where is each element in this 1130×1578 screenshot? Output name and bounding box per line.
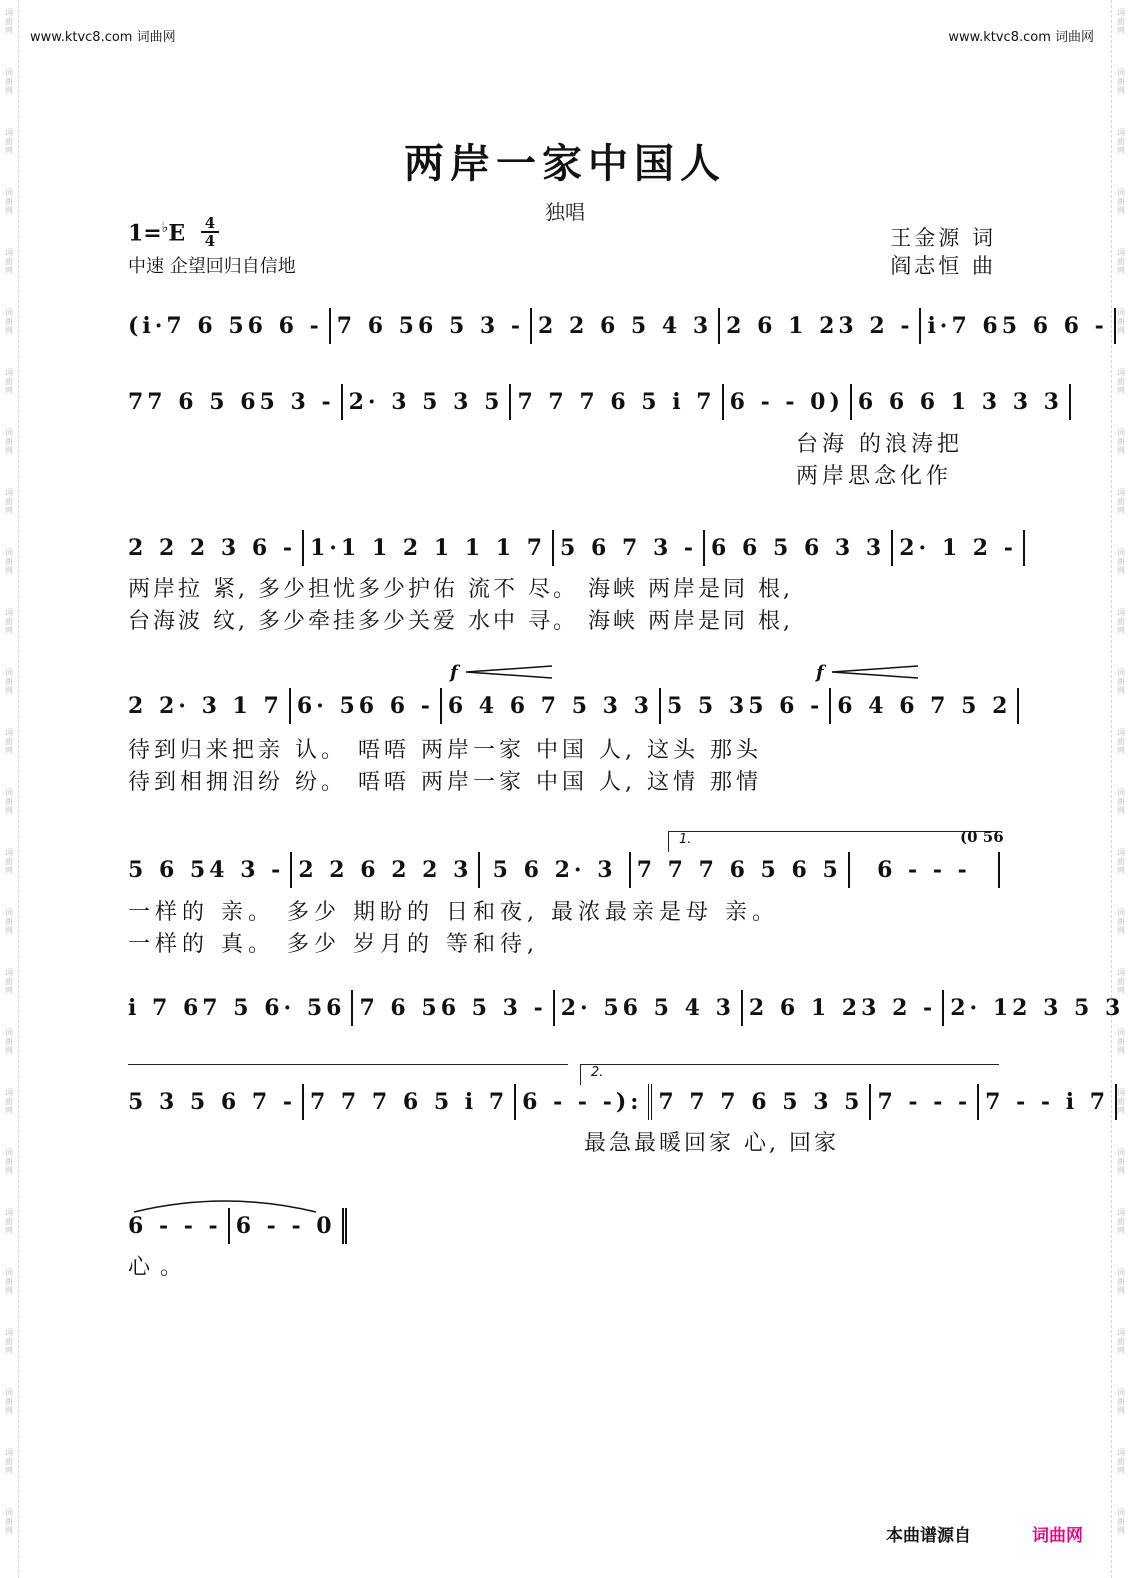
volta-line-1-continued: [128, 1064, 568, 1065]
margin-watermark-text: 词 曲 网: [1117, 1148, 1125, 1175]
site-url-right[interactable]: www.ktvc8.com 词曲网: [948, 30, 1094, 45]
margin-watermark-text: 词 曲 网: [5, 1208, 13, 1235]
left-margin-watermark: [0, 0, 19, 1578]
measure: 7 6 56 5 3 -: [353, 990, 554, 1026]
measure: 7 6 56 5 3 -: [331, 308, 532, 344]
lyric-line: 两岸拉 紧, 多少担忧多少护佑 流不 尽。 海峡 两岸是同 根,: [128, 577, 793, 602]
score-row-7: [128, 1084, 1110, 1120]
measure: 5 6 2· 3: [480, 852, 630, 888]
measure: 2 2 2 3 6 -: [128, 530, 304, 566]
measure: 77 6 5 65 3 -: [128, 384, 343, 420]
margin-watermark-text: 词 曲 网: [1117, 68, 1125, 95]
measure: 6 4 6 7 5 2: [831, 688, 1019, 724]
lyric-line: 待到归来把亲 认。 唔唔 两岸一家 中国 人, 这头 那头: [128, 738, 762, 763]
measure: 7 7 7 6 5 3 5: [652, 1084, 871, 1120]
margin-watermark-text: 词 曲 网: [1117, 1508, 1125, 1535]
measure: i 7 67 5 6· 56: [128, 990, 353, 1026]
flat-sign: ♭: [161, 220, 169, 236]
measure: 2· 56 5 4 3: [555, 990, 743, 1026]
margin-watermark-text: 词 曲 网: [1117, 1388, 1125, 1415]
score-row-1: [128, 308, 1108, 344]
margin-watermark-text: 词 曲 网: [5, 1028, 13, 1055]
measure: 2· 1 2 -: [893, 530, 1025, 566]
measure: 2 2· 3 1 7: [128, 688, 291, 724]
footer-source-label: 本曲谱源自: [886, 1526, 971, 1546]
measure: 5 3 5 6 7 -: [128, 1084, 304, 1120]
time-bottom: 4: [204, 232, 216, 250]
margin-watermark-text: 词 曲 网: [5, 1448, 13, 1475]
measure: 7 - - i 7: [979, 1084, 1117, 1120]
measure: 6· 56 6 -: [291, 688, 442, 724]
song-subtitle: 独唱: [545, 200, 585, 224]
margin-watermark-text: 词 曲 网: [5, 1508, 13, 1535]
margin-watermark-text: 词 曲 网: [5, 788, 13, 815]
repeat-measure: 6 - - -):: [516, 1084, 652, 1120]
margin-watermark-text: 词 曲 网: [5, 368, 13, 395]
measure: 7 - - -: [871, 1084, 979, 1120]
margin-watermark-text: 词 曲 网: [1117, 488, 1125, 515]
measure: 2· 12 3 5 3: [944, 990, 1130, 1026]
measure: 1·1 1 2 1 1 1 7: [304, 530, 554, 566]
margin-watermark-text: 词 曲 网: [1117, 128, 1125, 155]
margin-watermark-text: 词 曲 网: [1117, 308, 1125, 335]
margin-watermark-text: 词 曲 网: [1117, 848, 1125, 875]
dynamic-forte: f: [450, 662, 458, 683]
lyric-line: 一样的 真。 多少 岁月的 等和待,: [128, 932, 539, 957]
dynamic-forte: f: [816, 662, 824, 683]
measure: 6 6 5 6 3 3: [705, 530, 893, 566]
measure: 2 6 1 23 2 -: [720, 308, 921, 344]
margin-watermark-text: 词 曲 网: [1117, 1328, 1125, 1355]
margin-watermark-text: 词 曲 网: [1117, 1448, 1125, 1475]
time-signature: [201, 216, 219, 248]
score-row-2: [128, 384, 1063, 420]
measure: 2 6 1 23 2 -: [743, 990, 944, 1026]
measure: 6 4 6 7 5 3 3: [442, 688, 661, 724]
score-row-8: [128, 1208, 336, 1244]
crescendo-mark: [830, 664, 920, 680]
volta-bracket-2: 2.: [580, 1064, 999, 1085]
margin-watermark-text: 词 曲 网: [1117, 968, 1125, 995]
margin-watermark-text: 词 曲 网: [1117, 428, 1125, 455]
right-margin-watermark: [1111, 0, 1130, 1578]
measure: 2 2 6 5 4 3: [532, 308, 720, 344]
lyric-line: 待到相拥泪纷 纷。 唔唔 两岸一家 中国 人, 这情 那情: [128, 770, 762, 795]
margin-watermark-text: 词 曲 网: [5, 728, 13, 755]
measure: 2· 3 5 3 5: [343, 384, 512, 420]
margin-watermark-text: 词 曲 网: [1117, 668, 1125, 695]
margin-watermark-text: 词 曲 网: [1117, 1028, 1125, 1055]
margin-watermark-text: 词 曲 网: [1117, 788, 1125, 815]
lyricist-credit: 王金源 词: [890, 226, 996, 250]
margin-watermark-text: 词 曲 网: [1117, 908, 1125, 935]
score-row-5: [128, 852, 1000, 888]
margin-watermark-text: 词 曲 网: [5, 1328, 13, 1355]
margin-watermark-text: 词 曲 网: [5, 908, 13, 935]
score-row-6: [128, 990, 1125, 1026]
margin-watermark-text: 词 曲 网: [5, 8, 13, 35]
score-row-4: [128, 688, 1012, 724]
lyric-line: 一样的 亲。 多少 期盼的 日和夜, 最浓最亲是母 亲。: [128, 900, 779, 925]
pickup-notes: (0 56: [960, 828, 1004, 846]
measure: 7 7 7 6 5 i 7: [511, 384, 723, 420]
margin-watermark-text: 词 曲 网: [5, 968, 13, 995]
key-prefix: 1=: [128, 220, 162, 247]
measure: (i·7 6 56 6 -: [128, 308, 331, 344]
measure: 7 7 7 6 5 i 7: [304, 1084, 516, 1120]
measure: 6 6 6 1 3 3 3: [852, 384, 1071, 420]
margin-watermark-text: 词 曲 网: [1117, 1268, 1125, 1295]
lyric-line: 台海波 纹, 多少牵挂多少关爱 水中 寻。 海峡 两岸是同 根,: [128, 609, 793, 634]
margin-watermark-text: 词 曲 网: [1117, 248, 1125, 275]
margin-watermark-text: 词 曲 网: [1117, 548, 1125, 575]
measure: 2 2 6 2 2 3: [292, 852, 480, 888]
measure: 5 5 35 6 -: [661, 688, 831, 724]
margin-watermark-text: 词 曲 网: [5, 308, 13, 335]
margin-watermark-text: 词 曲 网: [5, 128, 13, 155]
final-measure: 6 - - 0: [230, 1208, 347, 1244]
margin-watermark-text: 词 曲 网: [1117, 188, 1125, 215]
margin-watermark-text: 词 曲 网: [1117, 728, 1125, 755]
margin-watermark-text: 词 曲 网: [5, 668, 13, 695]
measure: 6 - - 0): [724, 384, 852, 420]
margin-watermark-text: 词 曲 网: [1117, 8, 1125, 35]
margin-watermark-text: 词 曲 网: [5, 1088, 13, 1115]
key-signature: [128, 220, 185, 246]
margin-watermark-text: 词 曲 网: [1117, 368, 1125, 395]
site-url-left[interactable]: www.ktvc8.com 词曲网: [30, 30, 176, 45]
time-top: 4: [204, 214, 216, 232]
song-title: 两岸一家中国人: [404, 140, 726, 187]
footer-site-link[interactable]: 词曲网: [1032, 1526, 1083, 1546]
margin-watermark-text: 词 曲 网: [5, 608, 13, 635]
margin-watermark-text: 词 曲 网: [5, 848, 13, 875]
margin-watermark-text: 词 曲 网: [5, 68, 13, 95]
measure: i·7 65 6 6 -: [921, 308, 1115, 344]
margin-watermark-text: 词 曲 网: [5, 188, 13, 215]
score-row-3: [128, 530, 1017, 566]
lyric-line: 最急最暖回家 心, 回家: [584, 1131, 839, 1156]
lyric-line: 台海 的浪涛把: [796, 432, 963, 457]
margin-watermark-text: 词 曲 网: [5, 1388, 13, 1415]
measure: 5 6 7 3 -: [554, 530, 705, 566]
margin-watermark-text: 词 曲 网: [5, 428, 13, 455]
measure: 6 - - -: [128, 1208, 230, 1244]
measure: 6 - - -: [850, 852, 1000, 888]
margin-watermark-text: 词 曲 网: [5, 488, 13, 515]
margin-watermark-text: 词 曲 网: [1117, 1088, 1125, 1115]
margin-watermark-text: 词 曲 网: [1117, 1208, 1125, 1235]
margin-watermark-text: 词 曲 网: [5, 248, 13, 275]
margin-watermark-text: 词 曲 网: [5, 1148, 13, 1175]
key-letter: E: [168, 220, 186, 247]
composer-credit: 阎志恒 曲: [890, 254, 996, 278]
lyric-line: 两岸思念化作: [796, 464, 953, 489]
margin-watermark-text: 词 曲 网: [5, 548, 13, 575]
measure: 5 6 54 3 -: [128, 852, 292, 888]
crescendo-mark: [464, 664, 554, 680]
lyric-line: 心。: [128, 1255, 193, 1280]
measure: 7 7 7 6 5 6 5: [631, 852, 850, 888]
margin-watermark-text: 词 曲 网: [1117, 608, 1125, 635]
volta-bracket-1: 1.: [668, 831, 999, 852]
tempo-marking: 中速 企望回归自信地: [128, 256, 296, 277]
margin-watermark-text: 词 曲 网: [5, 1268, 13, 1295]
